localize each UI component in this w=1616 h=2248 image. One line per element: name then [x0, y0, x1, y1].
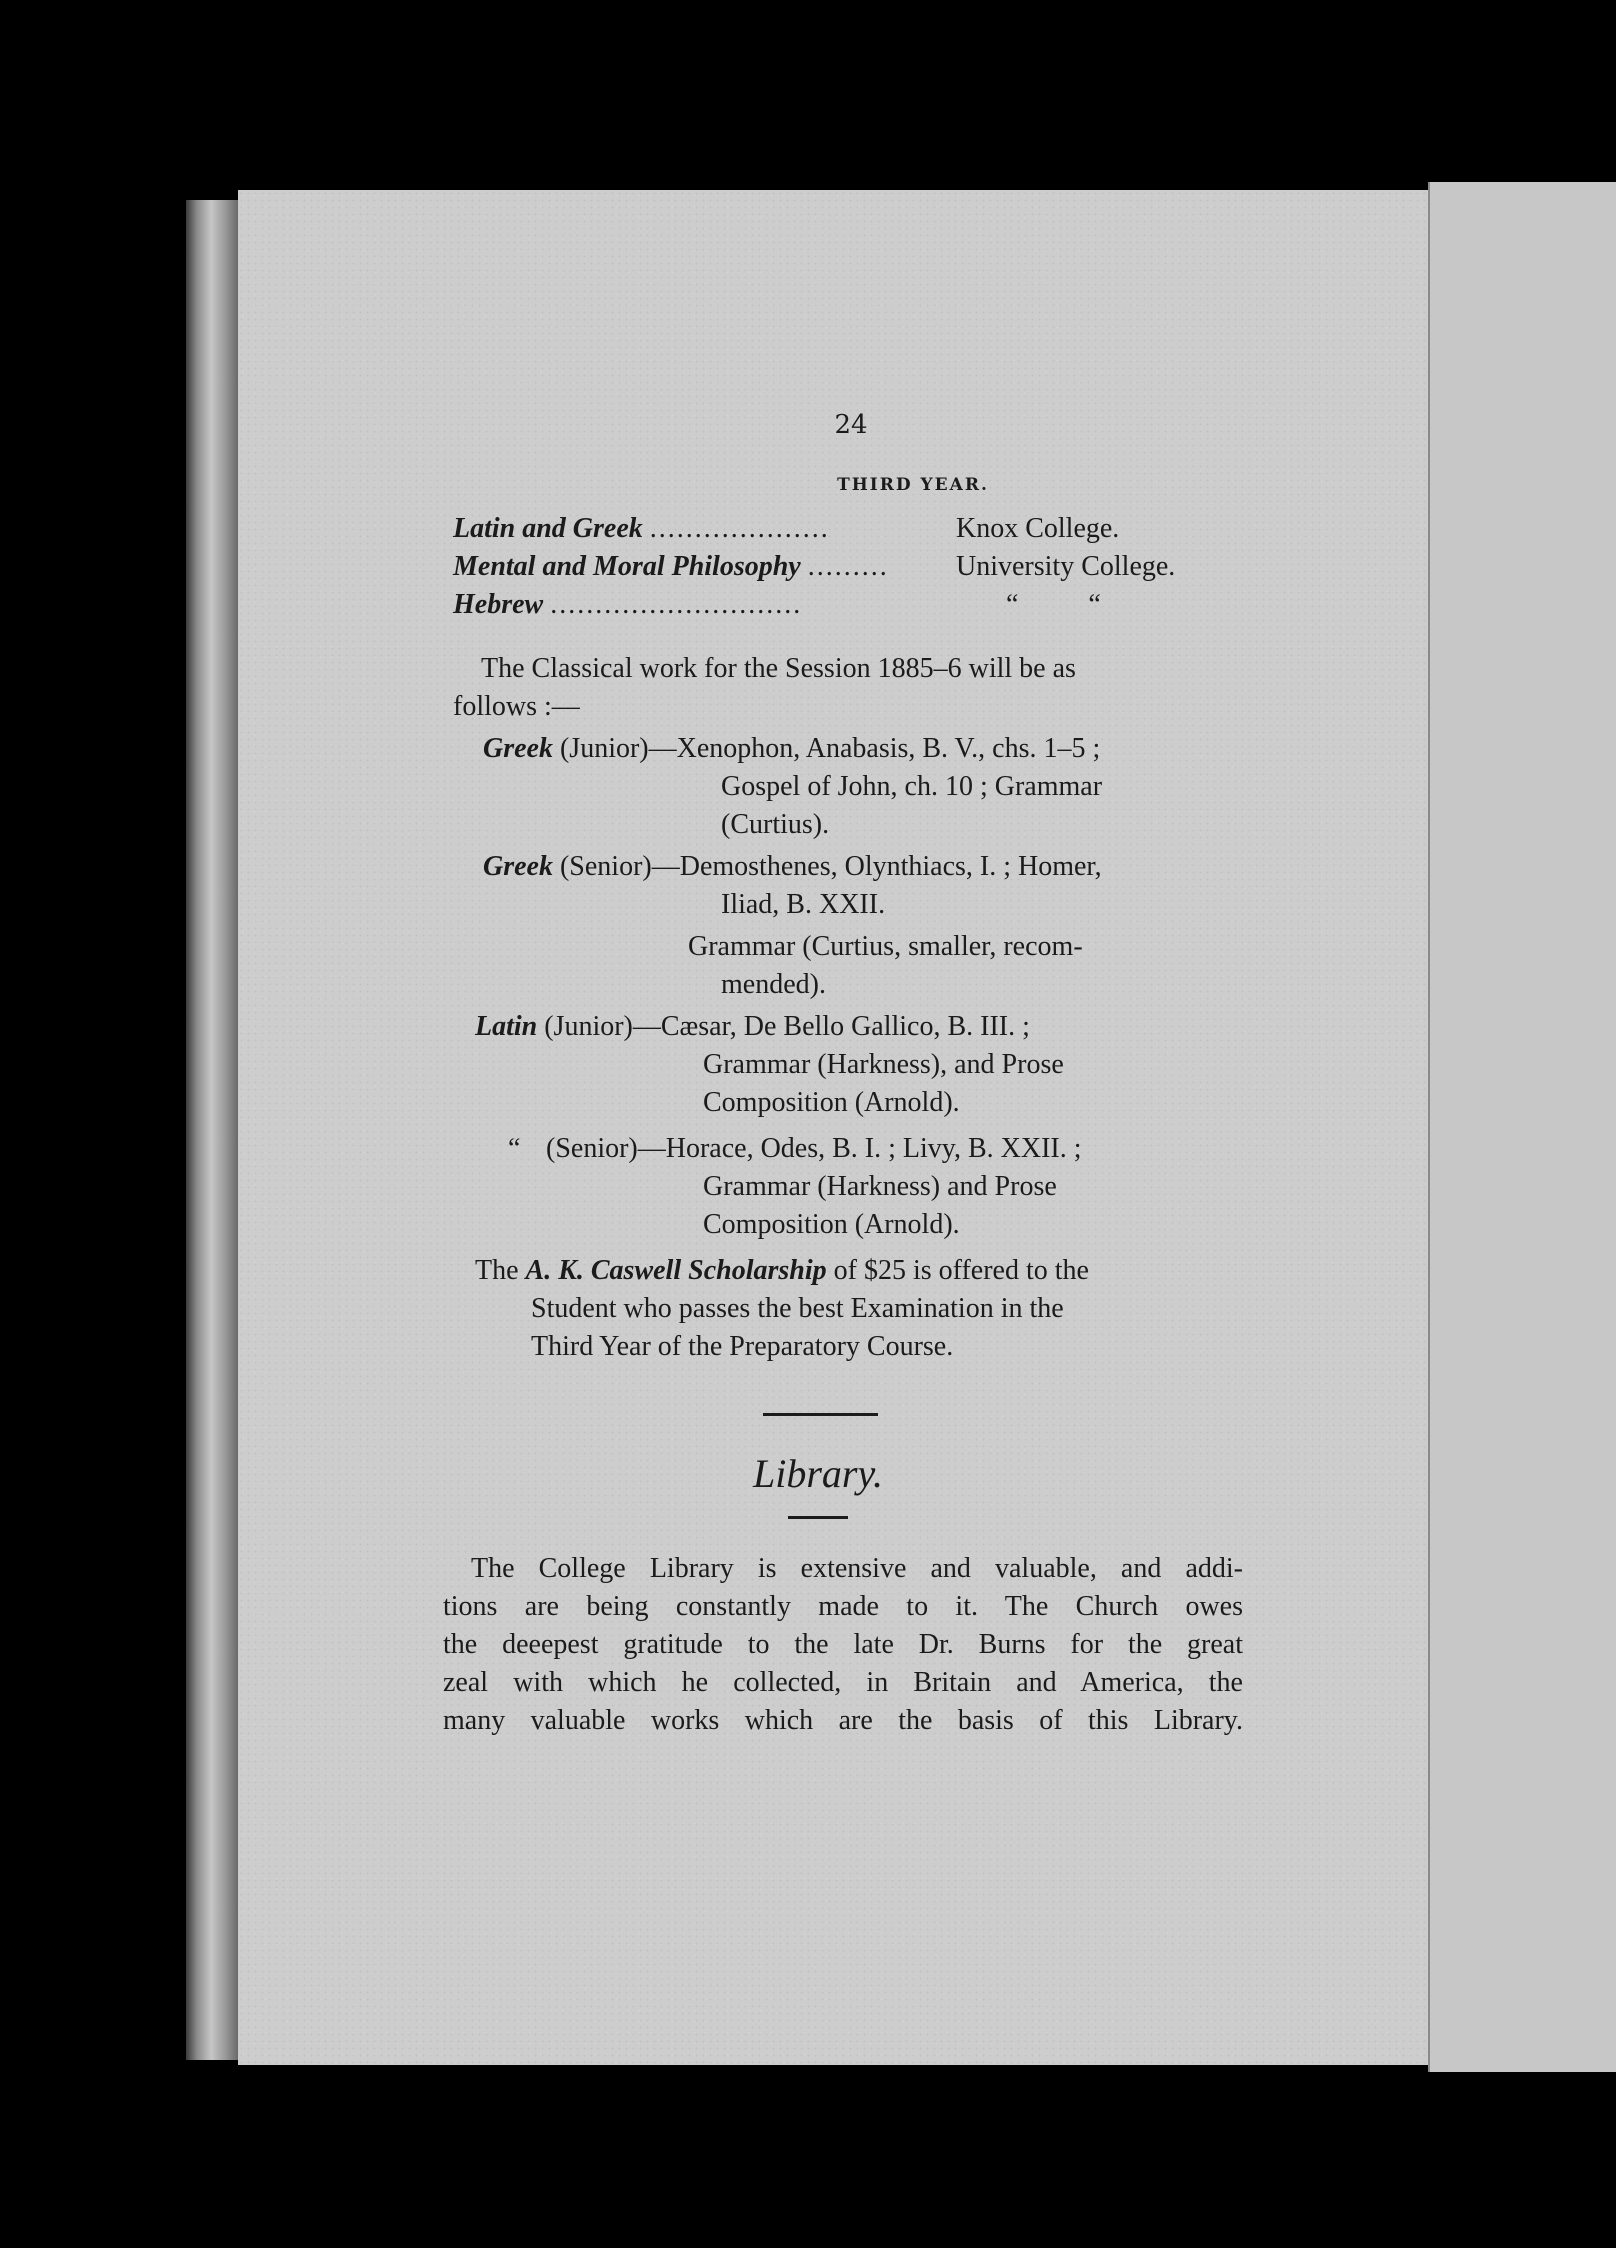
subject-label: Greek	[483, 851, 553, 882]
library-heading: Library.	[752, 1451, 884, 1496]
page-number: 24	[834, 410, 868, 440]
entry-text: Grammar (Curtius, smaller, recom-	[688, 931, 1083, 962]
entry-text: (Curtius).	[721, 809, 830, 840]
course-institution: University College.	[956, 551, 1176, 582]
scholarship-text: Third Year of the Preparatory Course.	[531, 1331, 954, 1362]
library-paragraph	[443, 1550, 1243, 1740]
scholarship-text: of $25 is offered to the	[826, 1255, 1089, 1286]
scholarship-name: A. K. Caswell Scholarship	[525, 1255, 827, 1286]
page-content	[238, 190, 1428, 2065]
paragraph-line: zeal with which he collected, in Britain and America, the	[443, 1667, 1243, 1698]
facing-page-edge	[1428, 182, 1616, 2072]
course-row-philosophy	[453, 548, 889, 586]
course-row-hebrew	[453, 586, 802, 624]
subject-label: Greek	[483, 733, 553, 764]
paragraph-line: The College Library is extensive and valuable, and addi-	[471, 1553, 1243, 1584]
entry-text: Iliad, B. XXII.	[721, 889, 886, 920]
leader-dots: ....................	[649, 513, 830, 544]
entry-text: (Junior)—Xenophon, Anabasis, B. V., chs. 1–5 ;	[552, 733, 1101, 764]
entry-text: (Senior)—Demosthenes, Olynthiacs, I. ; Homer,	[552, 851, 1102, 882]
course-subject: Hebrew	[453, 589, 544, 620]
paragraph-line: many valuable works which are the basis of this Library.	[443, 1705, 1243, 1736]
scholarship-line	[475, 1252, 1089, 1290]
leader-dots: .........	[807, 551, 889, 582]
course-subject: Latin and Greek	[453, 513, 643, 544]
entry-text: Composition (Arnold).	[703, 1209, 960, 1240]
heading-underline	[788, 1516, 848, 1519]
scholarship-text: The	[475, 1255, 526, 1286]
course-row-latin-greek	[453, 510, 830, 548]
entry-text: Grammar (Harkness), and Prose	[703, 1049, 1064, 1080]
entry-text: Composition (Arnold).	[703, 1087, 960, 1118]
book-spine	[186, 200, 242, 2060]
section-divider	[763, 1413, 878, 1416]
course-institution: “ “	[1006, 589, 1101, 620]
entry-text: (Senior)—Horace, Odes, B. I. ; Livy, B. XXII. ;	[546, 1133, 1082, 1164]
course-subject: Mental and Moral Philosophy	[453, 551, 801, 582]
entry-text: mended).	[721, 969, 826, 1000]
entry-text: (Junior)—Cæsar, De Bello Gallico, B. III. ;	[537, 1011, 1030, 1042]
course-institution: Knox College.	[956, 513, 1120, 544]
leader-dots: ............................	[550, 589, 803, 620]
ditto-mark: “	[508, 1133, 521, 1164]
subject-label: Latin	[475, 1011, 538, 1042]
section-heading: THIRD YEAR.	[837, 475, 989, 495]
entry-text: Gospel of John, ch. 10 ; Grammar	[721, 771, 1103, 802]
entry-text: Grammar (Harkness) and Prose	[703, 1171, 1057, 1202]
book-page	[238, 190, 1428, 2065]
greek-senior-entry	[483, 848, 1102, 886]
paragraph-line: the deeepest gratitude to the late Dr. Burns for the great	[443, 1629, 1243, 1660]
intro-line: The Classical work for the Session 1885–6 will be as	[481, 653, 1076, 684]
latin-junior-entry	[475, 1008, 1030, 1046]
intro-line: follows :—	[453, 691, 580, 722]
paragraph-line: tions are being constantly made to it. The Church owes	[443, 1591, 1243, 1622]
scholarship-text: Student who passes the best Examination in the	[531, 1293, 1064, 1324]
greek-junior-entry	[483, 730, 1100, 768]
